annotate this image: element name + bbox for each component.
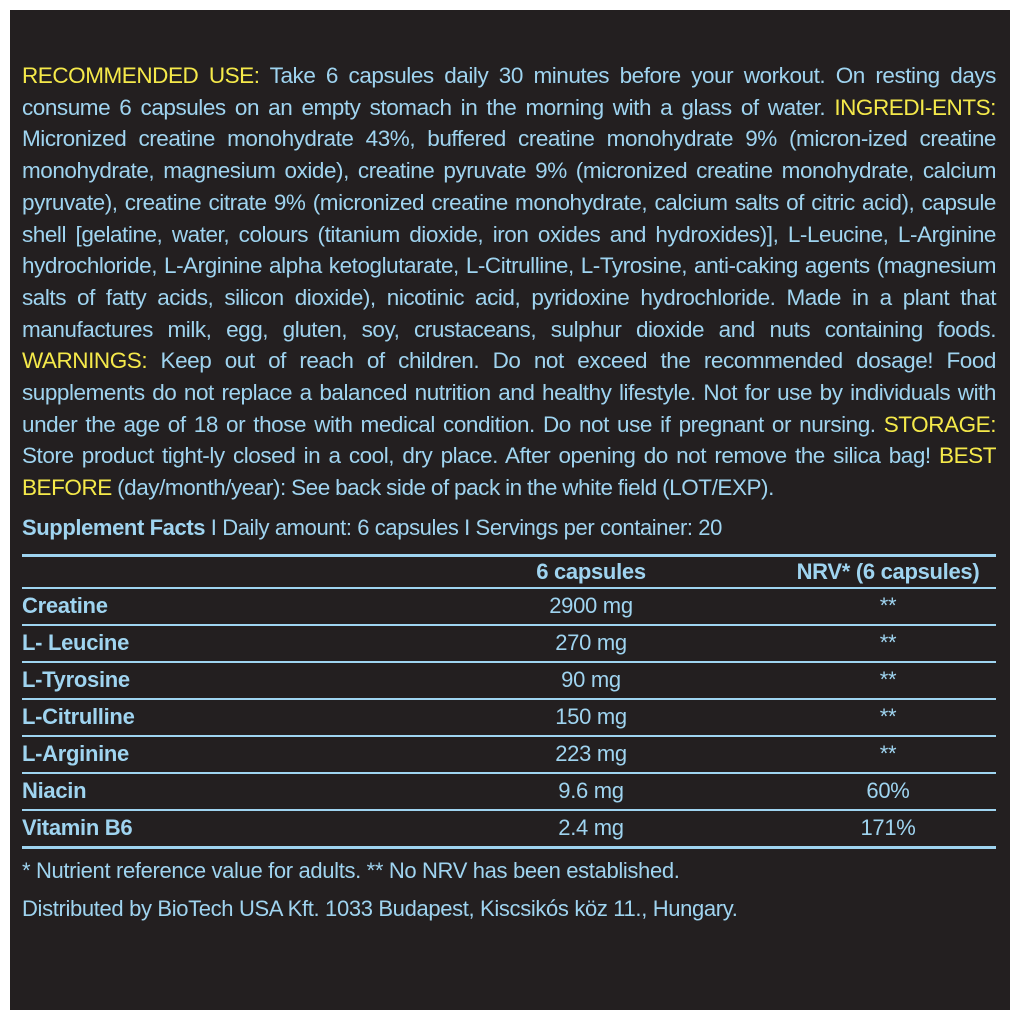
- table-row: [22, 699, 996, 736]
- nutrient-nrv: 60%: [780, 773, 996, 810]
- best-before-heading: BEST BEFORE: [22, 443, 996, 501]
- nutrient-name: Niacin: [22, 773, 402, 810]
- supplement-label: [10, 10, 1010, 1010]
- supplement-facts-title: Supplement Facts: [22, 514, 206, 540]
- nutrient-amount: 9.6 mg: [402, 773, 780, 810]
- table-row: [22, 588, 996, 625]
- nutrient-name: L- Leucine: [22, 625, 402, 662]
- nutrient-amount: 90 mg: [402, 662, 780, 699]
- supplement-facts-header: [22, 512, 996, 544]
- table-row: [22, 773, 996, 810]
- recommended-use-text: Take 6 capsules daily 30 minutes before your workout. On resting days consume 6 capsules on an empty stomach in the morning with a glass of water.: [22, 63, 996, 120]
- table-header-row: [22, 557, 996, 588]
- nutrient-nrv: **: [780, 625, 996, 662]
- nutrient-amount: 2.4 mg: [402, 810, 780, 846]
- table-row: [22, 625, 996, 662]
- nutrient-nrv: 171%: [780, 810, 996, 846]
- storage-heading: STORAGE:: [883, 411, 996, 437]
- nutrient-nrv: **: [780, 588, 996, 625]
- warnings-heading: WARNINGS:: [22, 348, 148, 374]
- nutrient-nrv: **: [780, 699, 996, 736]
- table-bottom-rule: [22, 846, 996, 849]
- nutrient-name: Creatine: [22, 588, 402, 625]
- ingredients-text: Micronized creatine monohydrate 43%, buffered creatine monohydrate 9% (micron-ized creatine monohydrate, magnesium oxide), creatine pyruvate 9% (micronized creatine monohydrate, calcium pyruvate), creatine citrate 9% (micronized creatine monohydrate, calcium salts of citric acid), capsule shell [gelatine, water, colours (titanium dioxide, iron oxides and hydroxides)], L-Leucine, L-Arginine hydrochloride, L-Arginine alpha ketoglutarate, L-Citrulline, L-Tyrosine, anti-caking agents (magnesium salts of fatty acids, silicon dioxide), nicotinic acid, pyridoxine hydrochloride. Made in a plant that manufactures milk, egg, gluten, soy, crustaceans, sulphur dioxide and nuts containing foods.: [22, 126, 996, 342]
- column-header-name: [22, 557, 402, 588]
- column-header-nrv: NRV* (6 capsules): [796, 558, 980, 584]
- nutrient-amount: 223 mg: [402, 736, 780, 773]
- table-row: [22, 810, 996, 846]
- nutrient-name: L-Citrulline: [22, 699, 402, 736]
- best-before-text: (day/month/year): See back side of pack in the white field (LOT/EXP).: [111, 475, 774, 501]
- nutrient-nrv: **: [780, 662, 996, 699]
- nutrient-amount: 150 mg: [402, 699, 780, 736]
- ingredients-heading: INGREDI-ENTS:: [834, 94, 996, 120]
- nutrient-amount: 2900 mg: [402, 588, 780, 625]
- nutrient-nrv: **: [780, 736, 996, 773]
- nutrient-amount: 270 mg: [402, 625, 780, 662]
- recommended-use-heading: RECOMMENDED USE:: [22, 63, 260, 88]
- distributor-info: Distributed by BioTech USA Kft. 1033 Budapest, Kiscsikós köz 11., Hungary.: [22, 895, 738, 921]
- storage-text: Store product tight-ly closed in a cool, dry place. After opening do not remove the silica bag!: [22, 443, 940, 469]
- warnings-text: Keep out of reach of children. Do not exceed the recommended dosage! Food supplements do not replace a balanced nutrition and healthy lifestyle. Not for use by individuals with under the age of 18 or those with medical condition. Do not use if pregnant or nursing.: [22, 348, 996, 437]
- nutrient-name: L-Arginine: [22, 736, 402, 773]
- nutrient-name: L-Tyrosine: [22, 662, 402, 699]
- table-row: [22, 736, 996, 773]
- supplement-facts-subtitle: I Daily amount: 6 capsules I Servings per container: 20: [205, 514, 722, 540]
- column-header-amount: 6 capsules: [536, 558, 646, 584]
- supplement-facts-table: [22, 557, 996, 846]
- label-text: [22, 60, 996, 504]
- nutrient-name: Vitamin B6: [22, 810, 402, 846]
- table-row: [22, 662, 996, 699]
- nrv-footnote: * Nutrient reference value for adults. ** No NRV has been established.: [22, 857, 680, 883]
